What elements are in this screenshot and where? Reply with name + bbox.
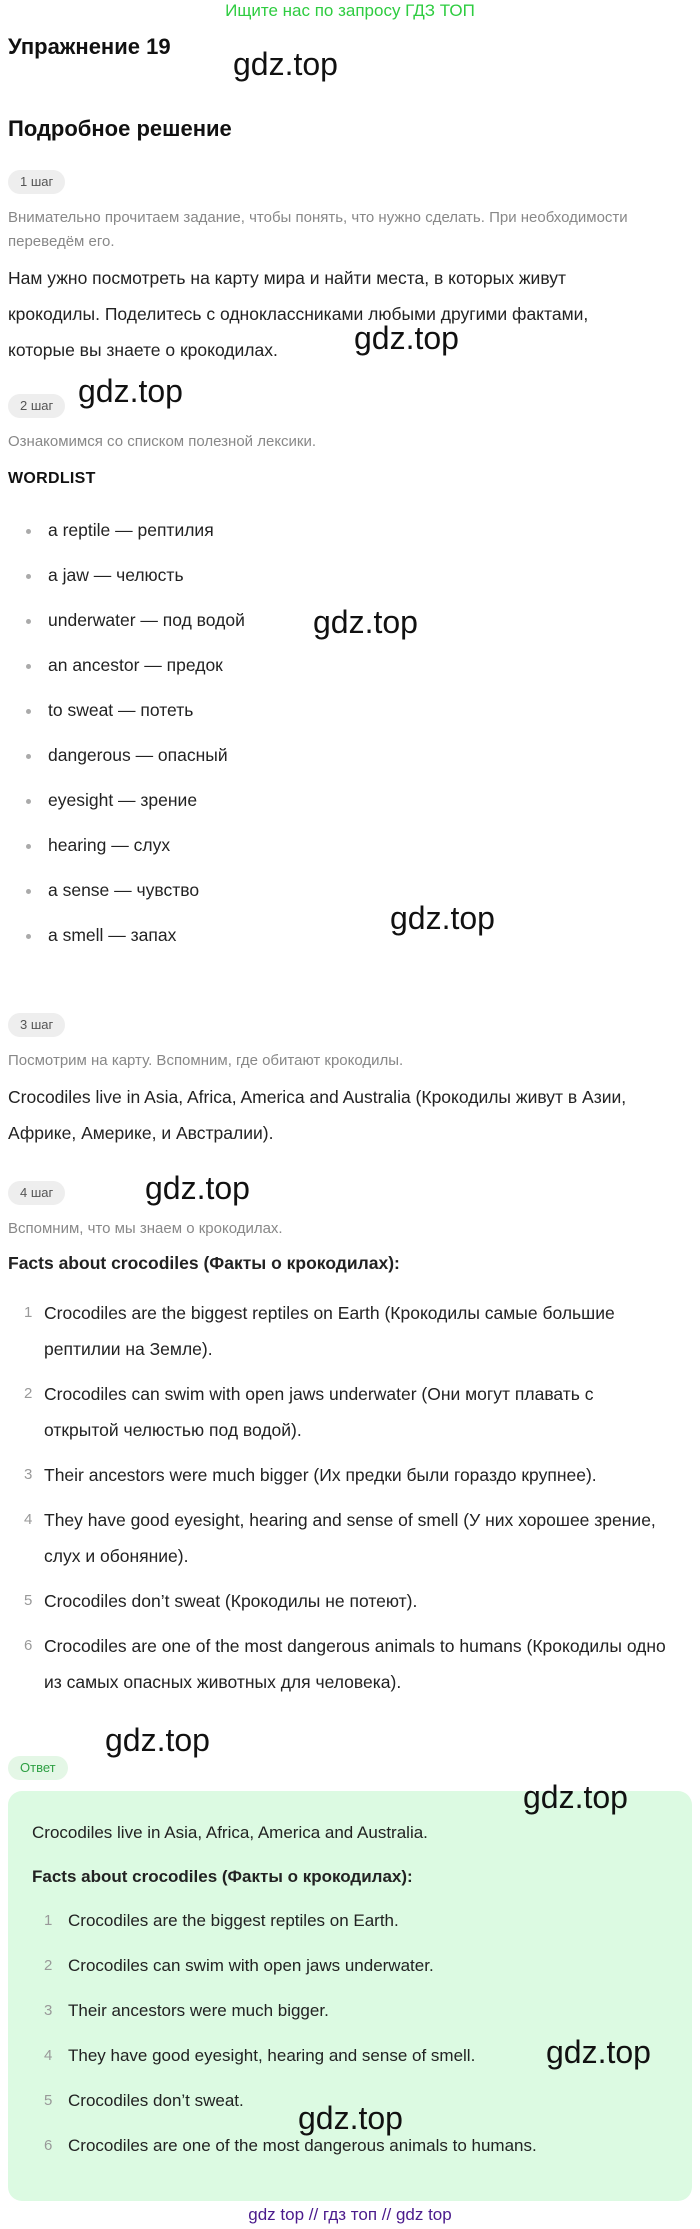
step-3 xyxy=(8,1013,692,1151)
answer-fact-item xyxy=(32,2134,668,2158)
watermark: gdz.top xyxy=(78,373,183,409)
answer-fact-item xyxy=(32,1909,668,1933)
watermark: gdz.top xyxy=(354,320,459,356)
section-title: Подробное решение xyxy=(8,116,232,141)
facts-heading: Facts about crocodiles (Факты о крокодилах): xyxy=(8,1253,400,1273)
watermark: gdz.top xyxy=(390,900,495,936)
wordlist-item: a jaw — челюсть xyxy=(8,553,692,598)
step-2 xyxy=(8,394,692,958)
fact-text: Crocodiles can swim with open jaws underwater (Они могут плавать с открытой челюстью под водой). xyxy=(44,1384,594,1440)
step-badge: 3 шаг xyxy=(8,1013,65,1037)
fact-item xyxy=(8,1628,668,1700)
answer-box xyxy=(8,1791,692,2201)
fact-number: 1 xyxy=(24,1304,33,1321)
fact-item xyxy=(8,1376,668,1448)
wordlist-item: a sense — чувство xyxy=(8,868,692,913)
step-hint: Ознакомимся со списком полезной лексики. xyxy=(8,433,317,450)
watermark: gdz.top xyxy=(145,1170,250,1206)
fact-number: 1 xyxy=(44,1912,53,1929)
fact-text: Crocodiles are the biggest reptiles on Earth. xyxy=(68,1911,399,1930)
fact-text: Their ancestors were much bigger. xyxy=(68,2001,329,2020)
fact-number: 4 xyxy=(44,2047,53,2064)
fact-text: Their ancestors were much bigger (Их предки были гораздо крупнее). xyxy=(44,1465,597,1485)
fact-text: They have good eyesight, hearing and sense of smell. xyxy=(68,2046,476,2065)
answer-fact-item xyxy=(32,1999,668,2023)
watermark: gdz.top xyxy=(313,604,418,640)
watermark: gdz.top xyxy=(233,46,338,82)
wordlist-item: eyesight — зрение xyxy=(8,778,692,823)
step-4 xyxy=(8,1181,692,1709)
answer-lead: Crocodiles live in Asia, Africa, America and Australia. xyxy=(32,1823,428,1842)
fact-number: 4 xyxy=(24,1511,33,1528)
wordlist xyxy=(8,508,692,958)
wordlist-item: hearing — слух xyxy=(8,823,692,868)
wordlist-item: an ancestor — предок xyxy=(8,643,692,688)
step-badge: 4 шаг xyxy=(8,1181,65,1205)
step-badge: 2 шаг xyxy=(8,394,65,418)
fact-text: Crocodiles are one of the most dangerous animals to humans. xyxy=(68,2136,537,2155)
fact-number: 2 xyxy=(44,1957,53,1974)
watermark: gdz.top xyxy=(546,2034,651,2070)
step-hint: Вспомним, что мы знаем о крокодилах. xyxy=(8,1220,283,1237)
wordlist-item: a reptile — рептилия xyxy=(8,508,692,553)
fact-number: 6 xyxy=(44,2137,53,2154)
fact-text: They have good eyesight, hearing and sense of smell (У них хорошее зрение, слух и обоняние). xyxy=(44,1510,656,1566)
fact-text: Crocodiles are one of the most dangerous animals to humans (Крокодилы одно из самых опасных животных для человека). xyxy=(44,1636,666,1692)
fact-item xyxy=(8,1502,668,1574)
fact-text: Crocodiles can swim with open jaws underwater. xyxy=(68,1956,434,1975)
fact-number: 5 xyxy=(24,1592,33,1609)
wordlist-item: to sweat — потеть xyxy=(8,688,692,733)
wordlist-item: dangerous — опасный xyxy=(8,733,692,778)
wordlist-item: a smell — запах xyxy=(8,913,692,958)
fact-number: 2 xyxy=(24,1385,33,1402)
fact-number: 3 xyxy=(44,2002,53,2019)
wordlist-heading: WORDLIST xyxy=(8,470,96,487)
search-banner[interactable]: Ищите нас по запросу ГДЗ ТОП xyxy=(225,1,475,20)
watermark: gdz.top xyxy=(298,2100,403,2136)
fact-item xyxy=(8,1295,668,1367)
answer-facts-heading: Facts about crocodiles (Факты о крокодилах): xyxy=(32,1867,413,1886)
wordlist-item: underwater — под водой xyxy=(8,598,692,643)
step-text: Нам ужно посмотреть на карту мира и найти места, в которых живут крокодилы. Поделитесь с одноклассниками любыми другими фактами, которые вы знаете о крокодилах. xyxy=(8,268,589,360)
fact-text: Crocodiles don’t sweat. xyxy=(68,2091,244,2110)
fact-text: Crocodiles are the biggest reptiles on Earth (Крокодилы самые большие рептилии на Земле). xyxy=(44,1303,615,1359)
step-hint: Внимательно прочитаем задание, чтобы понять, что нужно сделать. При необходимости переведём его. xyxy=(8,209,628,250)
watermark: gdz.top xyxy=(523,1779,628,1815)
answer-fact-item xyxy=(32,1954,668,1978)
step-hint: Посмотрим на карту. Вспомним, где обитают крокодилы. xyxy=(8,1052,404,1069)
fact-item xyxy=(8,1457,668,1493)
fact-item xyxy=(8,1583,668,1619)
fact-number: 5 xyxy=(44,2092,53,2109)
facts-list xyxy=(8,1295,668,1700)
page-title: Упражнение 19 xyxy=(8,34,171,59)
fact-number: 6 xyxy=(24,1637,33,1654)
step-text: Crocodiles live in Asia, Africa, America and Australia (Крокодилы живут в Азии, Африке, Америке, и Австралии). xyxy=(8,1087,627,1143)
watermark: gdz.top xyxy=(105,1722,210,1758)
footer-links[interactable]: gdz top // гдз топ // gdz top xyxy=(248,2205,452,2224)
answer-badge: Ответ xyxy=(8,1756,68,1780)
step-badge: 1 шаг xyxy=(8,170,65,194)
step-1 xyxy=(8,170,692,368)
fact-number: 3 xyxy=(24,1466,33,1483)
fact-text: Crocodiles don’t sweat (Крокодилы не потеют). xyxy=(44,1591,418,1611)
